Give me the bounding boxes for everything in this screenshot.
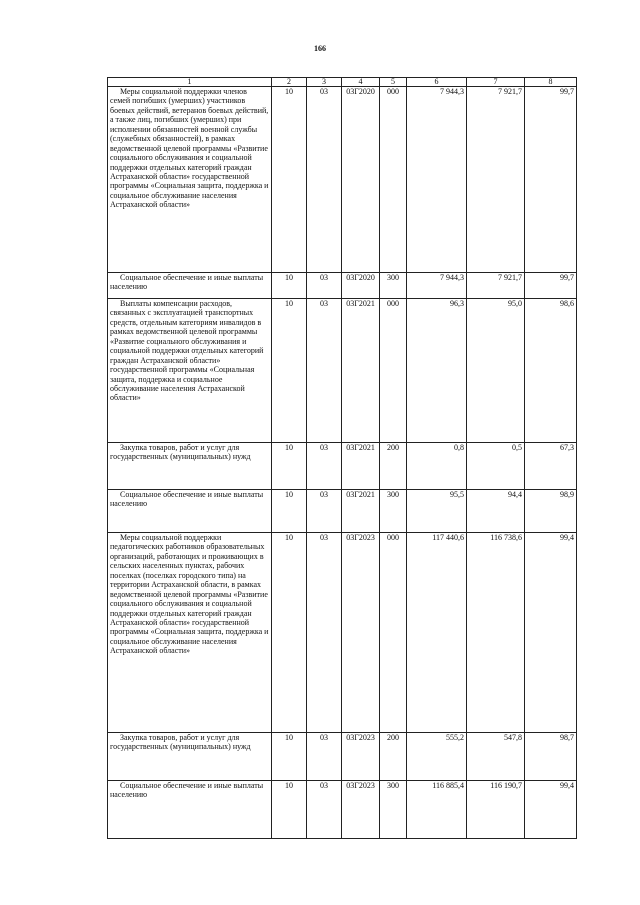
row-target-code: 03Г2023 [342,733,380,781]
row-expense-code: 300 [380,490,407,533]
header-col-2: 2 [272,78,307,87]
row-target-code: 03Г2021 [342,443,380,490]
row-section-code: 10 [272,533,307,733]
row-target-code: 03Г2023 [342,781,380,839]
row-expense-code: 000 [380,533,407,733]
row-actual-value: 116 738,6 [467,533,525,733]
row-actual-value: 116 190,7 [467,781,525,839]
row-subsection-code: 03 [307,273,342,299]
table-row [108,299,577,443]
row-section-code: 10 [272,273,307,299]
row-name: Меры социальной поддержки членов семей погибших (умерших) участников боевых действий, ветеранов боевых действий, а также лиц, погибших (умерших) при исполнении обязанностей военной службы (служебных обязанностей), в рамках ведомственной целевой программы «Развитие социального обслуживания и социальной поддержки отдельных категорий граждан Астраханской области» государственной программы «Социальная защита, поддержка и социальное обслуживание населения Астраханской области» [108,87,272,273]
row-subsection-code: 03 [307,533,342,733]
header-col-8: 8 [525,78,577,87]
row-target-code: 03Г2021 [342,299,380,443]
row-plan-value: 95,5 [407,490,467,533]
row-plan-value: 117 440,6 [407,533,467,733]
row-name: Социальное обеспечение и иные выплаты населению [108,273,272,299]
row-subsection-code: 03 [307,490,342,533]
table-row [108,443,577,490]
row-percent-value: 98,7 [525,733,577,781]
row-actual-value: 7 921,7 [467,273,525,299]
row-target-code: 03Г2023 [342,533,380,733]
header-col-6: 6 [407,78,467,87]
row-name: Выплаты компенсации расходов, связанных с эксплуатацией транспортных средств, отдельным категориям инвалидов в рамках ведомственной целевой программы «Развитие социального обслуживания и социальной поддержки отдельных категорий граждан Астраханской области» государственной программы «Социальная защита, поддержка и социальное обслуживание населения Астраханской области» [108,299,272,443]
row-plan-value: 7 944,3 [407,273,467,299]
row-expense-code: 000 [380,299,407,443]
table-row [108,273,577,299]
page-number: 166 [314,44,326,53]
table-row [108,87,577,273]
row-expense-code: 200 [380,443,407,490]
row-expense-code: 200 [380,733,407,781]
row-percent-value: 99,7 [525,273,577,299]
row-expense-code: 000 [380,87,407,273]
table-row [108,533,577,733]
row-plan-value: 0,8 [407,443,467,490]
row-subsection-code: 03 [307,443,342,490]
table-row [108,733,577,781]
row-actual-value: 94,4 [467,490,525,533]
row-actual-value: 7 921,7 [467,87,525,273]
row-name: Социальное обеспечение и иные выплаты населению [108,781,272,839]
row-expense-code: 300 [380,781,407,839]
row-plan-value: 555,2 [407,733,467,781]
row-percent-value: 99,4 [525,781,577,839]
row-subsection-code: 03 [307,87,342,273]
row-target-code: 03Г2021 [342,490,380,533]
row-subsection-code: 03 [307,733,342,781]
header-col-7: 7 [467,78,525,87]
row-plan-value: 116 885,4 [407,781,467,839]
row-plan-value: 7 944,3 [407,87,467,273]
row-subsection-code: 03 [307,299,342,443]
row-name: Закупка товаров, работ и услуг для государственных (муниципальных) нужд [108,443,272,490]
row-target-code: 03Г2020 [342,87,380,273]
row-target-code: 03Г2020 [342,273,380,299]
row-plan-value: 96,3 [407,299,467,443]
row-subsection-code: 03 [307,781,342,839]
row-section-code: 10 [272,781,307,839]
row-percent-value: 99,7 [525,87,577,273]
row-section-code: 10 [272,490,307,533]
row-percent-value: 99,4 [525,533,577,733]
row-name: Закупка товаров, работ и услуг для государственных (муниципальных) нужд [108,733,272,781]
row-actual-value: 547,8 [467,733,525,781]
row-name: Социальное обеспечение и иные выплаты населению [108,490,272,533]
row-expense-code: 300 [380,273,407,299]
row-section-code: 10 [272,443,307,490]
row-percent-value: 98,6 [525,299,577,443]
row-actual-value: 0,5 [467,443,525,490]
row-section-code: 10 [272,87,307,273]
row-percent-value: 67,3 [525,443,577,490]
header-col-5: 5 [380,78,407,87]
table-row [108,781,577,839]
header-col-4: 4 [342,78,380,87]
table-header-row [108,78,577,87]
row-name: Меры социальной поддержки педагогических работников образовательных организаций, работающих и проживающих в сельских населенных пунктах, рабочих поселках (поселках городского типа) на территории Астраханской области, в рамках ведомственной целевой программы «Развитие социального обслуживания и социальной поддержки отдельных категорий граждан Астраханской области» государственной программы «Социальная защита, поддержка и социальное обслуживание населения Астраханской области» [108,533,272,733]
row-section-code: 10 [272,299,307,443]
table-row [108,490,577,533]
budget-table [107,77,577,839]
header-col-1: 1 [108,78,272,87]
header-col-3: 3 [307,78,342,87]
row-percent-value: 98,9 [525,490,577,533]
row-section-code: 10 [272,733,307,781]
row-actual-value: 95,0 [467,299,525,443]
